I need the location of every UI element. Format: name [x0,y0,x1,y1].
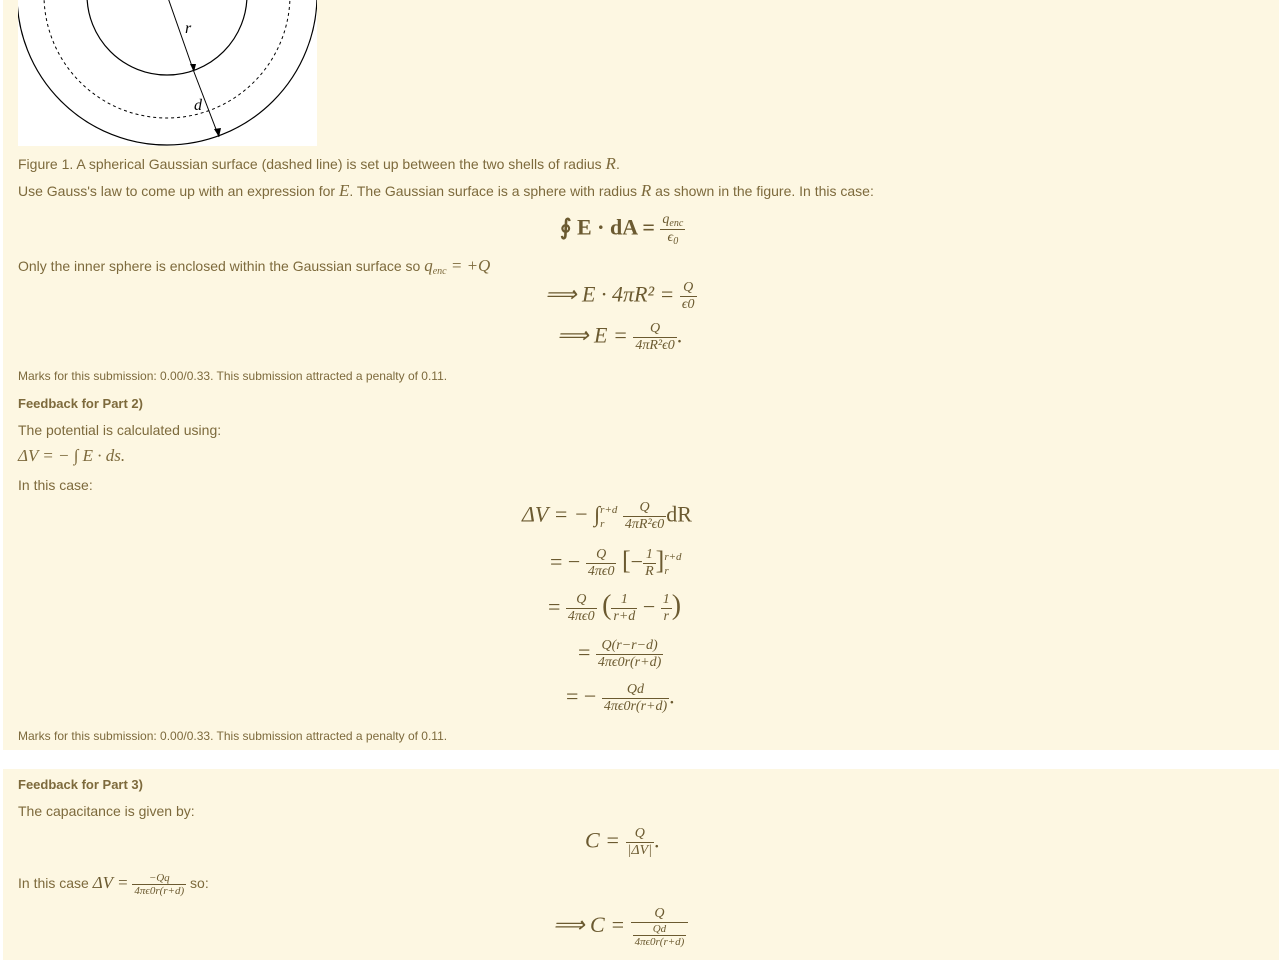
l2-limits [664,550,681,578]
gauss-den-eps: ϵ [667,230,674,245]
potential-line-3: = $\frac{Q}{4\pi\epsilon 0}$ ( $\frac{1}{r+d}$ − $\frac{1}{r}$ ) [548,590,682,625]
eq1-denominator: ϵ0 [681,297,695,312]
intro-text-c: as shown in the figure. In this case: [651,183,874,199]
l2-denominator: 4πϵ0 [587,564,615,580]
final-lhs: ⟹ C = [553,912,626,938]
l5-fraction [602,682,669,715]
l1-lower: r [600,517,605,530]
final-fraction [631,906,689,948]
potential-line-1 [522,500,692,533]
eq2-denominator: 4πR²ϵ0 [635,338,675,353]
l1-lhs: ΔV = − ∫ [522,501,601,527]
eq1-fraction [680,280,697,313]
l2-upper: r+d [664,550,682,563]
l3-a-num: 1 [611,592,637,609]
capacitance-definition: C = $\frac{Q}{|\Delta V|}$ . [585,826,660,858]
case-numerator: −Qq [132,872,186,885]
enclosed-text: Only the inner sphere is enclosed within the Gaussian surface so [18,258,425,274]
eq1-numerator: Q [680,280,697,297]
l3-b-fraction [661,592,672,625]
caption-suffix: . [615,156,620,172]
gauss-den-sub: 0 [673,236,679,247]
l5-denominator: 4πϵ0r(r+d) [603,699,668,714]
l3-b-den: r [663,609,669,625]
l3-fraction [566,592,597,625]
l1-upper: r+d [600,503,618,516]
l4-numerator: Q(r−r−d) [596,638,663,655]
figure-diagram [18,0,317,146]
l1-denominator: 4πR²ϵ0 [624,517,665,532]
l3-b-num: 1 [662,592,670,608]
l5-pre: = − [566,683,597,709]
potential-line-4 [578,638,663,671]
eq2-fraction [633,321,676,354]
outer-shell [18,0,317,145]
l4-fraction [596,638,663,671]
potential-formula: ΔV = − ∫ E · ds. [18,446,126,465]
caption-text: Figure 1. A spherical Gaussian surface (dashed line) is set up between the two shells of radius [18,156,606,172]
gauss-num-sub: enc [669,218,684,229]
label-d: d [194,97,202,114]
enclosed-math: = +Q [450,256,491,275]
l2-pre: = − [550,549,581,574]
l4-denominator: 4πϵ0r(r+d) [597,655,662,670]
eq2-numerator: Q [633,321,676,338]
l5-numerator: Qd [602,682,669,699]
c-fraction [626,826,654,859]
potential-line-2: = − $\frac{Q}{4\pi\epsilon 0}$ [− $\frac{1}{R}$ ] r+d r [550,546,682,580]
l3-numerator: Q [566,592,597,609]
l4-pre: = [578,639,591,665]
final-inner-den: 4πϵ0r(r+d) [634,936,685,948]
part1-marks: Marks for this submission: 0.00/0.33. This submission attracted a penalty of 0.11. [18,369,448,383]
gaussian-surface [44,0,290,118]
l2-inner-den: R [645,564,654,580]
l2-lower: r [664,564,669,577]
l3-pre: = [548,594,561,619]
l2-inner-fraction [643,547,656,580]
l2-numerator: Q [586,547,617,564]
part3-heading: Feedback for Part 3) [18,777,143,792]
enclosed-q-sub: enc [432,266,447,277]
part3-case-line [18,872,209,897]
case-denominator: 4πϵ0r(r+d) [134,885,185,897]
c-denominator: |ΔV| [627,843,652,858]
final-inner-num: Qd [633,923,687,936]
gauss-fraction [660,212,685,247]
field-equation-1 [545,280,697,313]
l3-denominator: 4πϵ0 [567,609,595,625]
gauss-denominator [660,230,685,247]
figure-spherical-shells [18,0,317,146]
l3-a-fraction [611,592,637,625]
figure-caption [18,154,620,174]
part2-heading: Feedback for Part 2) [18,396,143,411]
label-r: r [185,20,192,37]
l1-fraction [623,500,666,533]
part2-intro: The potential is calculated using: [18,422,222,438]
case-pre: In this case [18,875,93,892]
part3-intro: The capacitance is given by: [18,803,195,819]
inner-shell [87,0,247,75]
potential-line-5: = − $\frac{Qd}{4\pi\epsilon 0r(r+d)}$ . [566,682,675,714]
l1-limits [600,503,617,531]
l3-a-den: r+d [613,609,636,625]
capacitance-final [553,906,688,948]
c-lhs: C = [585,827,621,853]
l2-fraction [586,547,617,580]
part2-marks: Marks for this submission: 0.00/0.33. This submission attracted a penalty of 0.11. [18,729,448,743]
gauss-lhs: ∮ E · dA = [560,214,655,240]
part1-intro [18,181,874,201]
l2-inner-num: 1 [643,547,656,564]
c-numerator: Q [626,826,654,843]
enclosed-q: q [424,256,433,275]
final-numerator: Q [631,906,689,923]
gauss-numerator [660,212,685,230]
part2-in-case: In this case: [18,477,93,493]
eq1-lhs: ⟹ E · 4πR² = [545,281,675,307]
l1-tail: dR [666,501,692,527]
intro-text-a: Use Gauss's law to come up with an expression for [18,183,339,199]
enclosed-charge-line [18,256,490,277]
field-equation-2: ⟹ E = $\frac{Q}{\text{4πR²ϵ0}}$ . [557,321,683,353]
final-inner-fraction [631,923,689,948]
case-lhs: ΔV = [92,873,129,893]
case-post: so: [186,875,209,892]
gauss-num-q: q [662,212,670,227]
l1-numerator: Q [623,500,666,517]
gauss-law-equation [560,212,685,247]
intro-var-r: R [640,181,652,200]
case-fraction [132,872,186,897]
intro-text-b: . The Gaussian surface is a sphere with radius [349,183,641,199]
intro-var-e: E [338,181,350,200]
eq2-lhs: ⟹ E = [557,322,628,348]
caption-var: R [605,154,616,173]
